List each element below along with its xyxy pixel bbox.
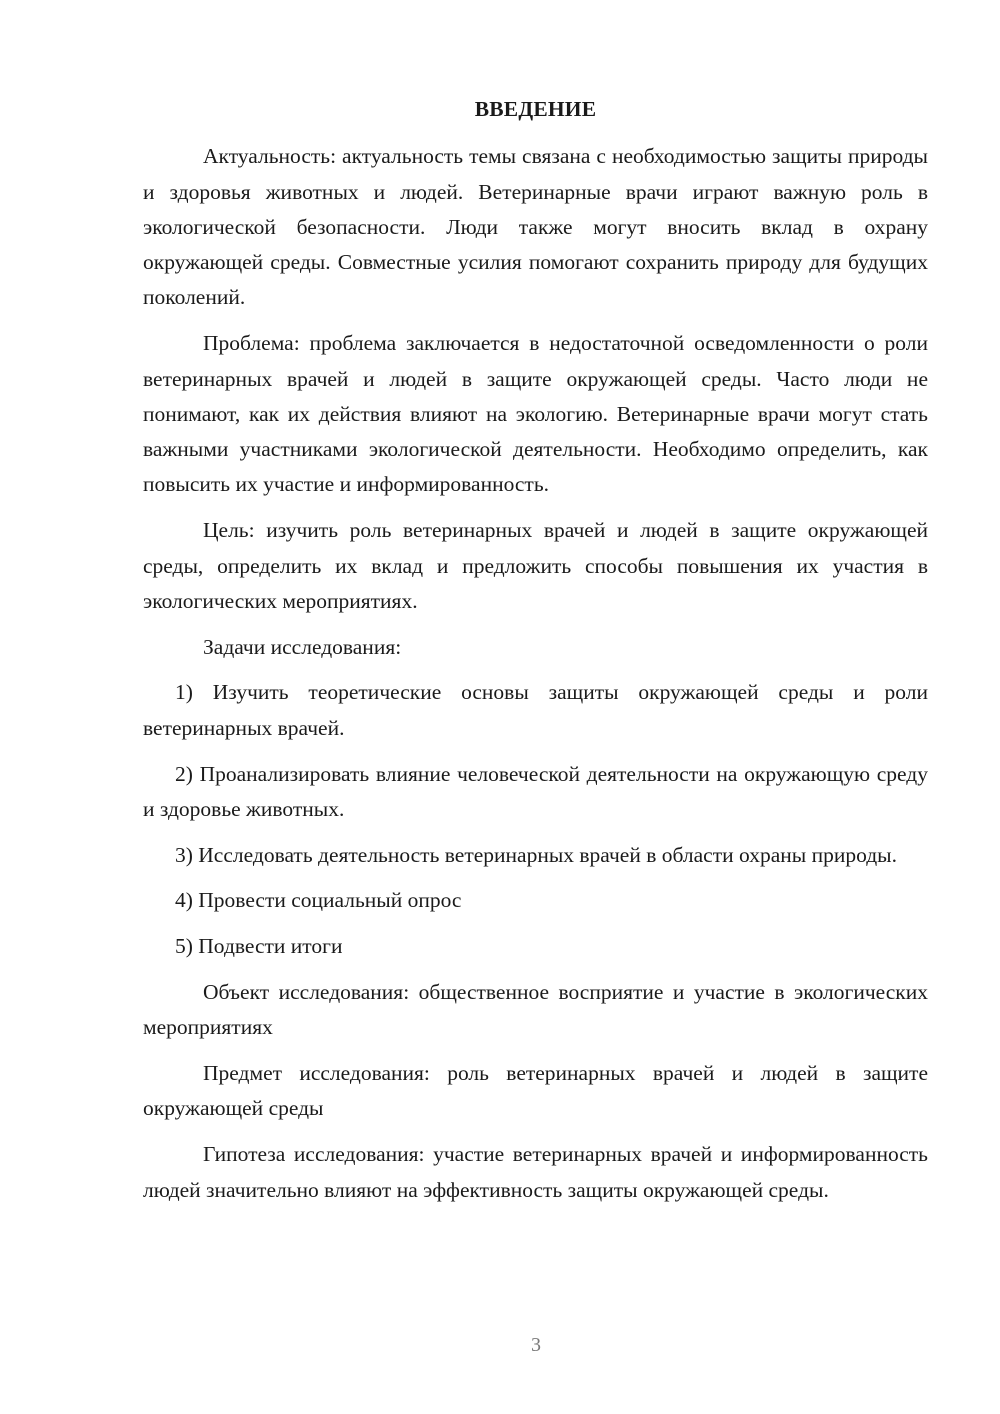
object-paragraph: Объект исследования: общественное восприятие и участие в экологических мероприятиях [143,980,928,1040]
relevance-paragraph: Актуальность: актуальность темы связана с необходимостью защиты природы и здоровья животных и людей. Ветеринарные врачи играют важную роль в экологической безопасности. Люди также могут вносить вклад в охрану окружающей среды. Совместные усилия помогают сохранить природу для будущих поколений. [143,144,928,310]
task-item-5: 5) Подвести итоги [175,934,343,959]
hypothesis-paragraph: Гипотеза исследования: участие ветеринарных врачей и информированность людей значительно влияют на эффективность защиты окружающей среды. [143,1142,928,1202]
document-page [143,92,928,1218]
task-item-4: 4) Провести социальный опрос [175,888,462,913]
problem-paragraph: Проблема: проблема заключается в недостаточной осведомленности о роли ветеринарных врачей и людей в защите окружающей среды. Часто люди не понимают, как их действия влияют на экологию. Ветеринарные врачи могут стать важными участниками экологической деятельности. Необходимо определить, как повысить их участие и информированность. [143,331,928,497]
page-number: 3 [531,1334,541,1356]
task-item-1: 1) Изучить теоретические основы защиты окружающей среды и роли ветеринарных врачей. [143,680,928,740]
task-item-2: 2) Проанализировать влияние человеческой деятельности на окружающую среду и здоровье животных. [143,761,928,821]
subject-paragraph: Предмет исследования: роль ветеринарных врачей и людей в защите окружающей среды [143,1061,928,1121]
document-title: ВВЕДЕНИЕ [474,97,597,121]
goal-paragraph: Цель: изучить роль ветеринарных врачей и людей в защите окружающей среды, определить их вклад и предложить способы повышения их участия в экологических мероприятиях. [143,518,928,613]
task-item-3: 3) Исследовать деятельность ветеринарных врачей в области охраны природы. [175,842,897,867]
tasks-heading: Задачи исследования: [203,634,402,659]
